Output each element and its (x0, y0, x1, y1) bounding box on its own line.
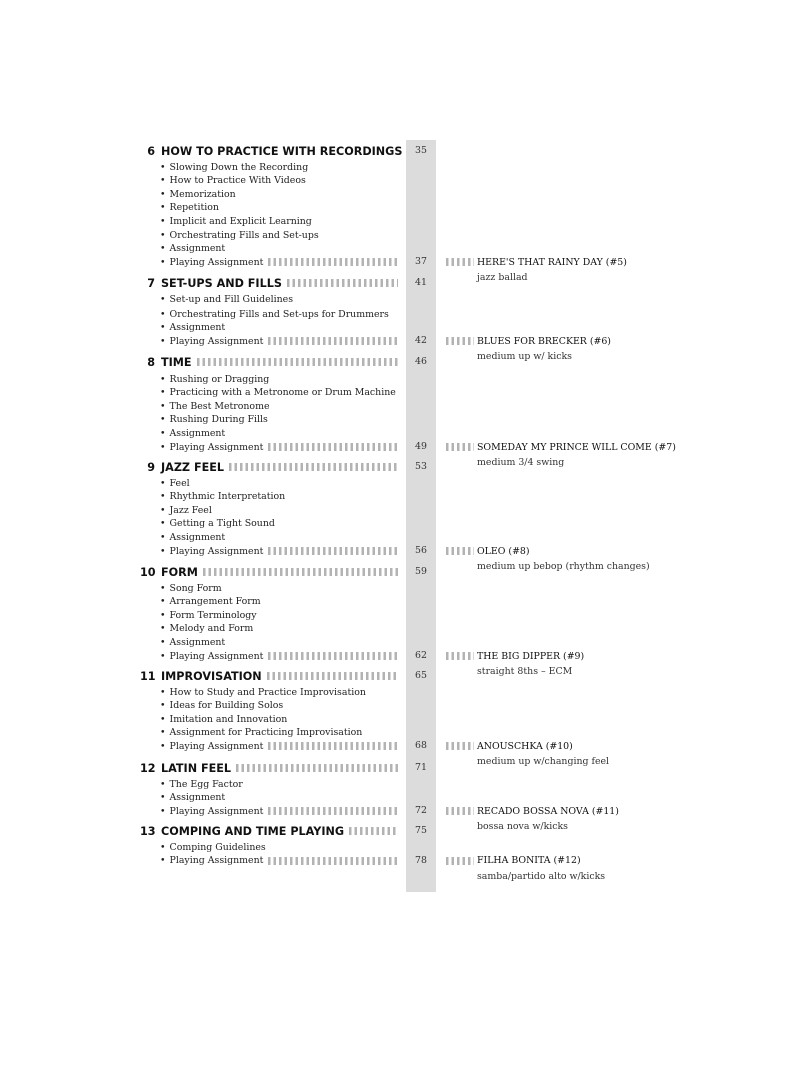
chapter-page-number: 41 (415, 277, 427, 288)
song-title (446, 440, 676, 454)
bullet: • (160, 727, 166, 739)
bullet: • (160, 441, 166, 453)
toc-item-label: Playing Assignment (169, 335, 264, 347)
assignment-page-number: 78 (415, 854, 427, 866)
dotted-leader (446, 337, 474, 345)
toc-item-label: Song Form (169, 582, 222, 594)
dotted-leader (236, 764, 398, 772)
toc-item-label: Repetition (169, 202, 219, 214)
bullet: • (160, 636, 166, 648)
toc-item-label: Playing Assignment (169, 650, 264, 662)
dotted-leader (268, 337, 398, 345)
bullet: • (160, 700, 166, 712)
song-description: medium up w/changing feel (477, 756, 610, 768)
bullet: • (160, 545, 166, 557)
song-title-text: SOMEDAY MY PRINCE WILL COME (#7) (477, 441, 676, 453)
bullet: • (160, 491, 166, 503)
toc-item (160, 503, 398, 517)
chapter-title: SET-UPS AND FILLS (161, 276, 282, 290)
dotted-leader (446, 857, 474, 865)
toc-item (160, 476, 398, 490)
dotted-leader (268, 443, 398, 451)
chapter-title: HOW TO PRACTICE WITH RECORDINGS (161, 144, 403, 158)
toc-item-label: Memorization (169, 188, 236, 200)
toc-item-label: Assignment (169, 322, 226, 334)
assignment-page-number: 62 (415, 650, 427, 661)
toc-item (160, 160, 398, 174)
toc-item-label: Assignment (169, 636, 226, 648)
chapter-page-number: 65 (415, 670, 427, 681)
toc-item-label: Getting a Tight Sound (169, 518, 275, 530)
toc-item-label: Slowing Down the Recording (169, 161, 309, 173)
toc-item (160, 685, 398, 699)
bullet: • (160, 322, 166, 334)
chapter-heading (140, 667, 398, 685)
bullet: • (160, 792, 166, 804)
song-description: bossa nova w/kicks (477, 821, 568, 833)
dotted-leader (268, 547, 398, 555)
toc-item (160, 712, 398, 726)
toc-item-label: Ideas for Building Solos (169, 700, 284, 712)
song-title (446, 739, 573, 753)
toc-item-label: The Egg Factor (169, 778, 243, 790)
bullet: • (160, 243, 166, 255)
toc-item-label: Playing Assignment (169, 545, 264, 557)
bullet: • (160, 623, 166, 635)
toc-item (160, 622, 398, 636)
bullet: • (160, 841, 166, 853)
toc-item-label: Jazz Feel (169, 504, 212, 516)
toc-item-label: Playing Assignment (169, 805, 264, 817)
toc-item-label: Practicing with a Metronome or Drum Machine (169, 387, 396, 399)
chapter-page-number: 59 (415, 566, 427, 577)
bullet: • (160, 427, 166, 439)
toc-item (160, 726, 398, 740)
bullet: • (160, 400, 166, 412)
toc-item (160, 255, 398, 269)
toc-item (160, 530, 398, 544)
dotted-leader (203, 568, 398, 576)
toc-item (160, 791, 398, 805)
toc-item (160, 292, 398, 306)
song-title (446, 334, 611, 348)
chapter-heading (140, 142, 403, 160)
bullet: • (160, 202, 166, 214)
song-title (446, 854, 581, 868)
bullet: • (160, 686, 166, 698)
chapter-number: 8 (147, 355, 155, 369)
chapter-number: 7 (147, 276, 155, 290)
toc-item-label: Feel (169, 477, 190, 489)
chapter-heading (140, 353, 398, 371)
toc-item-label: Set-up and Fill Guidelines (169, 293, 294, 305)
chapter-number: 11 (140, 669, 156, 683)
assignment-page-number: 49 (415, 441, 427, 452)
song-description: samba/partido alto w/kicks (477, 870, 606, 882)
dotted-leader (446, 652, 474, 660)
page-number-column (406, 140, 436, 892)
toc-item (160, 804, 398, 818)
toc-item (160, 413, 398, 427)
toc-item (160, 490, 398, 504)
toc-item (160, 399, 398, 413)
chapter-number: 10 (140, 565, 156, 579)
toc-item (160, 840, 398, 854)
chapter-title: FORM (161, 565, 198, 579)
dotted-leader (268, 857, 398, 865)
toc-item-label: Orchestrating Fills and Set-ups for Drummers (169, 308, 389, 320)
toc-item-label: Assignment (169, 792, 226, 804)
dotted-leader (268, 807, 398, 815)
chapter-title: JAZZ FEEL (161, 460, 224, 474)
toc-item-label: How to Study and Practice Improvisation (169, 686, 366, 698)
song-description: medium up bebop (rhythm changes) (477, 561, 650, 572)
toc-item-label: Comping Guidelines (169, 841, 266, 853)
toc-item (160, 321, 398, 335)
song-description: jazz ballad (477, 272, 528, 284)
chapter-title: TIME (161, 355, 192, 369)
toc-item (160, 581, 398, 595)
dotted-leader (268, 258, 398, 266)
bullet: • (160, 229, 166, 241)
dotted-leader (446, 258, 474, 266)
chapter-title: IMPROVISATION (161, 669, 262, 683)
toc-item-label: Assignment (169, 243, 226, 255)
toc-item (160, 187, 398, 201)
toc-item-label: The Best Metronome (169, 400, 270, 412)
toc-item-label: Assignment for Practicing Improvisation (169, 727, 363, 739)
song-description: medium up w/ kicks (477, 351, 572, 363)
toc-item-label: Form Terminology (169, 609, 257, 621)
toc-item (160, 174, 398, 188)
chapter-heading (140, 563, 398, 581)
toc-item (160, 426, 398, 440)
bullet: • (160, 387, 166, 399)
toc-item-label: Implicit and Explicit Learning (169, 215, 312, 227)
chapter-heading (140, 822, 398, 840)
chapter-heading (140, 458, 398, 476)
toc-item-label: Rushing or Dragging (169, 373, 270, 385)
chapter-page-number: 71 (415, 762, 427, 773)
toc-item-label: Playing Assignment (169, 855, 264, 867)
toc-item (160, 334, 398, 348)
song-description: straight 8ths – ECM (477, 666, 573, 677)
toc-item (160, 649, 398, 663)
song-title (446, 544, 530, 558)
dotted-leader (268, 742, 398, 750)
bullet: • (160, 175, 166, 187)
chapter-title: LATIN FEEL (161, 761, 232, 775)
chapter-page-number: 75 (415, 825, 427, 836)
bullet: • (160, 188, 166, 200)
toc-item-label: Playing Assignment (169, 740, 264, 752)
dotted-leader (446, 807, 474, 815)
toc-item (160, 777, 398, 791)
toc-item (160, 201, 398, 215)
toc-item-label: Melody and Form (169, 623, 254, 635)
chapter-number: 6 (147, 144, 155, 158)
chapter-page-number: 46 (415, 356, 427, 367)
bullet: • (160, 414, 166, 426)
bullet: • (160, 477, 166, 489)
bullet: • (160, 308, 166, 320)
song-title-text: FILHA BONITA (#12) (477, 855, 581, 867)
song-title-text: BLUES FOR BRECKER (#6) (477, 335, 611, 347)
assignment-page-number: 72 (415, 805, 427, 817)
dotted-leader (267, 672, 398, 680)
dotted-leader (446, 547, 474, 555)
bullet: • (160, 855, 166, 867)
bullet: • (160, 215, 166, 227)
bullet: • (160, 293, 166, 305)
toc-item-label: Orchestrating Fills and Set-ups (169, 229, 319, 241)
chapter-page-number: 53 (415, 461, 427, 472)
bullet: • (160, 582, 166, 594)
toc-item (160, 608, 398, 622)
chapter-page-number: 35 (415, 145, 427, 156)
bullet: • (160, 778, 166, 790)
toc-item-label: Assignment (169, 427, 226, 439)
toc-item (160, 544, 398, 558)
assignment-page-number: 42 (415, 335, 427, 347)
bullet: • (160, 650, 166, 662)
chapter-title: COMPING AND TIME PLAYING (161, 824, 345, 838)
toc-item (160, 635, 398, 649)
song-description: medium 3/4 swing (477, 457, 565, 468)
toc-item-label: Rushing During Fills (169, 414, 268, 426)
chapter-number: 9 (147, 460, 155, 474)
toc-item (160, 386, 398, 400)
toc-item-label: Playing Assignment (169, 441, 264, 453)
bullet: • (160, 740, 166, 752)
bullet: • (160, 504, 166, 516)
dotted-leader (446, 742, 474, 750)
toc-item (160, 517, 398, 531)
toc-item (160, 739, 398, 753)
bullet: • (160, 609, 166, 621)
toc-item (160, 228, 398, 242)
bullet: • (160, 713, 166, 725)
dotted-leader (287, 279, 398, 287)
song-title (446, 255, 627, 269)
toc-item (160, 307, 398, 321)
toc-item (160, 854, 398, 868)
bullet: • (160, 531, 166, 543)
bullet: • (160, 596, 166, 608)
dotted-leader (349, 827, 398, 835)
bullet: • (160, 161, 166, 173)
toc-item (160, 595, 398, 609)
chapter-heading (140, 274, 398, 292)
toc-item-label: Playing Assignment (169, 256, 264, 268)
chapter-number: 12 (140, 761, 156, 775)
dotted-leader (268, 652, 398, 660)
toc-item-label: Assignment (169, 531, 226, 543)
toc-item (160, 214, 398, 228)
dotted-leader (229, 463, 398, 471)
assignment-page-number: 56 (415, 545, 427, 556)
assignment-page-number: 37 (415, 256, 427, 268)
dotted-leader (197, 358, 398, 366)
song-title (446, 804, 619, 818)
toc-item-label: Imitation and Innovation (169, 713, 288, 725)
toc-item-label: Arrangement Form (169, 596, 261, 608)
toc-item-label: How to Practice With Videos (169, 175, 306, 187)
chapter-heading (140, 759, 398, 777)
song-title (446, 649, 584, 663)
bullet: • (160, 335, 166, 347)
toc-item (160, 242, 398, 256)
song-title-text: ANOUSCHKA (#10) (477, 740, 573, 752)
song-title-text: RECADO BOSSA NOVA (#11) (477, 805, 619, 817)
song-title-text: OLEO (#8) (477, 545, 530, 557)
bullet: • (160, 518, 166, 530)
bullet: • (160, 256, 166, 268)
song-title-text: THE BIG DIPPER (#9) (477, 650, 585, 662)
dotted-leader (446, 443, 474, 451)
song-title-text: HERE'S THAT RAINY DAY (#5) (477, 256, 627, 268)
toc-item-label: Rhythmic Interpretation (169, 491, 286, 503)
bullet: • (160, 373, 166, 385)
toc-item (160, 440, 398, 454)
toc-item (160, 372, 398, 386)
bullet: • (160, 805, 166, 817)
chapter-number: 13 (140, 824, 156, 838)
assignment-page-number: 68 (415, 740, 427, 752)
toc-item (160, 699, 398, 713)
